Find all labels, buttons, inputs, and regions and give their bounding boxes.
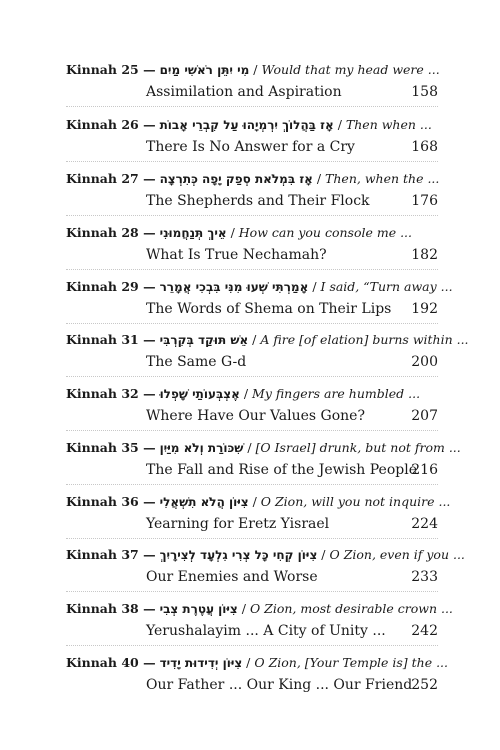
english-incipit: O Zion, [Your Temple is] the ... bbox=[254, 655, 448, 670]
entry-heading bbox=[66, 278, 453, 296]
separator: / bbox=[248, 494, 261, 509]
entry-title: Yearning for Eretz Yisrael bbox=[146, 516, 330, 532]
separator: / bbox=[226, 225, 239, 240]
entry-heading bbox=[66, 493, 451, 511]
hebrew-incipit: אֵיךְ תְּנַחֲמוּנִי bbox=[159, 226, 227, 240]
english-incipit: O Zion, even if you ... bbox=[329, 547, 465, 562]
page-number: 176 bbox=[411, 193, 438, 209]
divider bbox=[66, 106, 438, 107]
entry-title: The Words of Shema on Their Lips bbox=[146, 301, 392, 317]
entry-title: The Shepherds and Their Flock bbox=[146, 193, 370, 209]
entry-title: Where Have Our Values Gone? bbox=[146, 408, 365, 424]
entry-heading bbox=[66, 546, 465, 564]
page-number: 192 bbox=[411, 301, 438, 317]
page-number: 182 bbox=[411, 247, 438, 263]
toc-entry bbox=[0, 546, 500, 606]
separator: / bbox=[308, 279, 321, 294]
hebrew-incipit: מִי יִתֵּן רֹאשִׁי מַיִם bbox=[159, 63, 250, 77]
toc-entry bbox=[0, 385, 500, 445]
entry-title: Our Father ... Our King ... Our Friend bbox=[146, 677, 413, 693]
toc-entry bbox=[0, 439, 500, 499]
divider bbox=[66, 215, 438, 216]
english-incipit: O Zion, will you not inquire ... bbox=[260, 494, 451, 509]
separator: / bbox=[317, 547, 330, 562]
divider bbox=[66, 430, 438, 431]
entry-heading bbox=[66, 170, 446, 188]
kinnah-label: Kinnah 36 — bbox=[66, 494, 156, 509]
page-number: 158 bbox=[411, 84, 438, 100]
hebrew-incipit: שִׁכּוֹרַת וְלֹא מִיַּיִן bbox=[159, 441, 244, 455]
toc-entry bbox=[0, 170, 500, 230]
kinnah-label: Kinnah 27 — bbox=[66, 171, 156, 186]
page-number: 216 bbox=[411, 462, 438, 478]
english-incipit: A fire [of elation] burns within ... bbox=[260, 332, 469, 347]
hebrew-incipit: אָז בִּמְלֹאת סְפַק יָפָה כְּתִרְצָה bbox=[159, 172, 313, 186]
page-number: 207 bbox=[411, 408, 438, 424]
english-incipit: Then when ... bbox=[345, 117, 432, 132]
entry-title: There Is No Answer for a Cry bbox=[146, 139, 355, 155]
separator: / bbox=[239, 386, 253, 401]
toc-entry bbox=[0, 278, 500, 338]
divider bbox=[66, 591, 438, 592]
entry-heading bbox=[66, 654, 446, 672]
entry-title: The Fall and Rise of the Jewish People bbox=[146, 462, 417, 478]
english-incipit: O Zion, most desirable crown ... bbox=[249, 601, 453, 616]
hebrew-incipit: אֶצְבְּעוֹתַי שָׁפְלוּ bbox=[159, 387, 240, 401]
separator: / bbox=[237, 601, 250, 616]
separator: / bbox=[242, 655, 255, 670]
toc-entry bbox=[0, 493, 500, 553]
entry-title: Our Enemies and Worse bbox=[146, 569, 318, 585]
english-incipit: Would that my head were ... bbox=[261, 62, 440, 77]
page-number: 168 bbox=[411, 139, 438, 155]
page-number: 224 bbox=[411, 516, 438, 532]
entry-title: What Is True Nechamah? bbox=[146, 247, 327, 263]
divider bbox=[66, 323, 438, 324]
entry-title: Assimilation and Aspiration bbox=[146, 84, 342, 100]
kinnah-label: Kinnah 29 — bbox=[66, 279, 156, 294]
english-incipit: How can you console me ... bbox=[238, 225, 412, 240]
separator: / bbox=[333, 117, 346, 132]
toc-entry bbox=[0, 600, 500, 660]
kinnah-label: Kinnah 26 — bbox=[66, 117, 156, 132]
english-incipit: I said, “Turn away ... bbox=[320, 279, 453, 294]
entry-heading bbox=[66, 439, 461, 457]
divider bbox=[66, 484, 438, 485]
separator: / bbox=[243, 440, 256, 455]
kinnah-label: Kinnah 38 — bbox=[66, 601, 156, 616]
english-incipit: [O Israel] drunk, but not from ... bbox=[255, 440, 461, 455]
kinnah-label: Kinnah 37 — bbox=[66, 547, 156, 562]
entry-title: Yerushalayim ... A City of Unity ... bbox=[146, 623, 386, 639]
kinnah-label: Kinnah 35 — bbox=[66, 440, 156, 455]
hebrew-incipit: אָז בַּהֲלוֹךְ יִרְמְיָהוּ עַל קִבְרֵי אָבוֹת bbox=[159, 118, 334, 132]
separator: / bbox=[312, 171, 326, 186]
hebrew-incipit: אָמַרְתִּי שְׁעוּ מִנִּי בִּבְכִי אֲמָרֵר bbox=[159, 280, 309, 294]
toc-entry bbox=[0, 116, 500, 176]
page-number: 252 bbox=[411, 677, 438, 693]
hebrew-incipit: צִיּוֹן הֲלֹא תִשְׁאֲלִי bbox=[159, 495, 249, 509]
divider bbox=[66, 269, 438, 270]
divider bbox=[66, 645, 438, 646]
page-number: 242 bbox=[411, 623, 438, 639]
entry-heading bbox=[66, 61, 446, 79]
entry-title: The Same G-d bbox=[146, 354, 247, 370]
hebrew-incipit: צִיּוֹן עֲטֶרֶת צְבִי bbox=[159, 602, 238, 616]
page-number: 200 bbox=[411, 354, 438, 370]
divider bbox=[66, 376, 438, 377]
page-number: 233 bbox=[411, 569, 438, 585]
kinnah-label: Kinnah 32 — bbox=[66, 386, 156, 401]
divider bbox=[66, 161, 438, 162]
hebrew-incipit: אֵשׁ תּוּקַד בְּקִרְבִּי bbox=[159, 333, 249, 347]
divider bbox=[66, 538, 438, 539]
entry-heading bbox=[66, 385, 446, 403]
toc-entry bbox=[0, 331, 500, 391]
toc-entry bbox=[0, 654, 500, 714]
toc-entry bbox=[0, 61, 500, 121]
kinnah-label: Kinnah 31 — bbox=[66, 332, 156, 347]
english-incipit: My fingers are humbled ... bbox=[252, 386, 421, 401]
separator: / bbox=[248, 332, 261, 347]
separator: / bbox=[249, 62, 262, 77]
entry-heading bbox=[66, 224, 446, 242]
toc-entry bbox=[0, 224, 500, 284]
hebrew-incipit: צִיּוֹן יְדִידוּת יָדִיד bbox=[159, 656, 243, 670]
kinnah-label: Kinnah 28 — bbox=[66, 225, 156, 240]
kinnah-label: Kinnah 40 — bbox=[66, 655, 156, 670]
entry-heading bbox=[66, 331, 469, 349]
entry-heading bbox=[66, 116, 446, 134]
hebrew-incipit: צִיּוֹן קְחִי כָּל צְרִי גִלְעָד לְצִירָיִךְ bbox=[159, 548, 318, 562]
entry-heading bbox=[66, 600, 453, 618]
kinnah-label: Kinnah 25 — bbox=[66, 62, 156, 77]
english-incipit: Then, when the ... bbox=[325, 171, 440, 186]
